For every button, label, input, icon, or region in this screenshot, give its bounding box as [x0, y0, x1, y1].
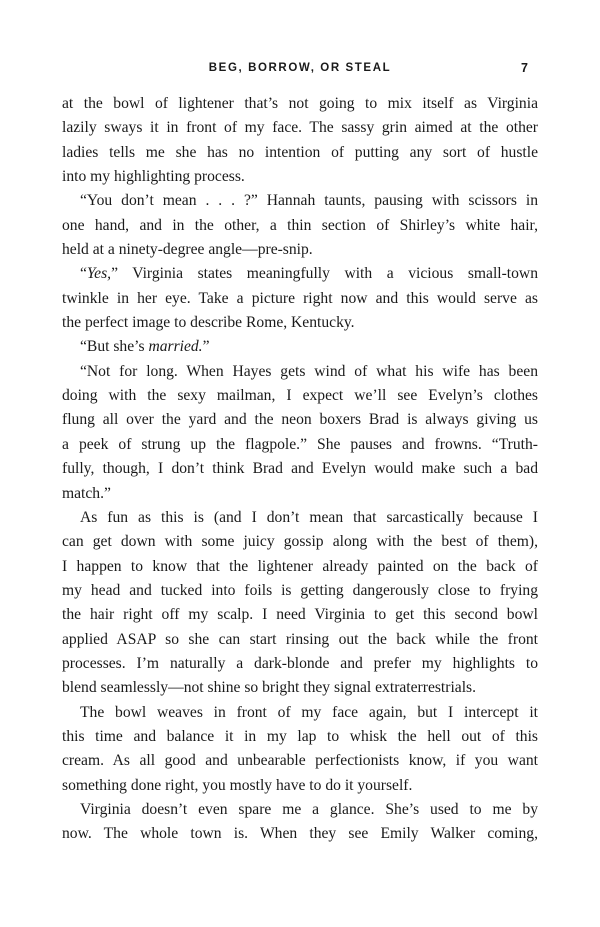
text-line: The bowl weaves in front of my face again, but I intercept it — [80, 703, 538, 721]
text-line: blend seamlessly—not shine so bright they signal extraterrestrials. — [62, 679, 477, 697]
text-segment: “ — [80, 265, 87, 283]
text-line: cream. As all good and unbearable perfectionists know, if you want — [62, 752, 538, 770]
text-line: the perfect image to describe Rome, Kentucky. — [62, 314, 355, 332]
text-line: this time and balance it in my lap to whisk the hell out of this — [62, 727, 538, 745]
italic-emphasis: Yes, — [86, 265, 112, 283]
text-line: can get down with some juicy gossip along with the best of them), — [62, 533, 538, 551]
text-line: fully, though, I don’t think Brad and Evelyn would make such a bad — [62, 460, 538, 478]
text-segment: ” — [202, 338, 210, 356]
text-line: my head and tucked into foils is getting dangerously close to frying — [62, 581, 538, 599]
text-line: As fun as this is (and I don’t mean that sarcastically because I — [80, 508, 538, 526]
text-line — [62, 262, 538, 286]
text-line: applied ASAP so she can start rinsing out the back while the front — [62, 630, 538, 648]
text-line — [62, 335, 538, 359]
body-text — [62, 92, 538, 847]
running-head — [0, 60, 600, 80]
text-line: I happen to know that the lightener already painted on the back of — [62, 557, 538, 575]
text-line: one hand, and in the other, a thin section of Shirley’s white hair, — [62, 216, 538, 234]
text-line: match.” — [62, 484, 111, 502]
text-line: held at a ninety-degree angle—pre-snip. — [62, 241, 313, 259]
text-line: now. The whole town is. When they see Emily Walker coming, — [62, 825, 538, 843]
text-line: into my highlighting process. — [62, 168, 245, 186]
text-line: the hair right off my scalp. I need Virginia to get this second bowl — [62, 606, 538, 624]
text-line: at the bowl of lightener that’s not going to mix itself as Virginia — [62, 95, 538, 112]
italic-emphasis: married. — [148, 338, 203, 356]
text-segment: ” Virginia states meaningfully with a vicious small-town — [111, 265, 538, 283]
text-line: “You don’t mean . . . ?” Hannah taunts, pausing with scissors in — [80, 192, 538, 210]
text-line: twinkle in her eye. Take a picture right now and this would serve as — [62, 289, 538, 307]
text-line: ladies tells me she has no intention of putting any sort of hustle — [62, 143, 538, 161]
text-line: “Not for long. When Hayes gets wind of what his wife has been — [80, 362, 538, 380]
page-number: 7 — [521, 61, 528, 75]
text-line: Virginia doesn’t even spare me a glance. She’s used to me by — [80, 800, 538, 818]
text-line: processes. I’m naturally a dark-blonde and prefer my highlights to — [62, 654, 538, 672]
book-title: BEG, BORROW, OR STEAL — [208, 62, 392, 74]
text-line: lazily sways it in front of my face. The sassy grin aimed at the other — [62, 119, 538, 137]
text-line: a peek of strung up the flagpole.” She pauses and frowns. “Truth- — [62, 435, 538, 453]
text-segment: “But she’s — [80, 338, 149, 356]
text-line: flung all over the yard and the neon boxers Brad is always giving us — [62, 411, 538, 429]
text-line: something done right, you mostly have to do it yourself. — [62, 776, 413, 794]
text-line: doing with the sexy mailman, I expect we’ll see Evelyn’s clothes — [62, 387, 538, 405]
